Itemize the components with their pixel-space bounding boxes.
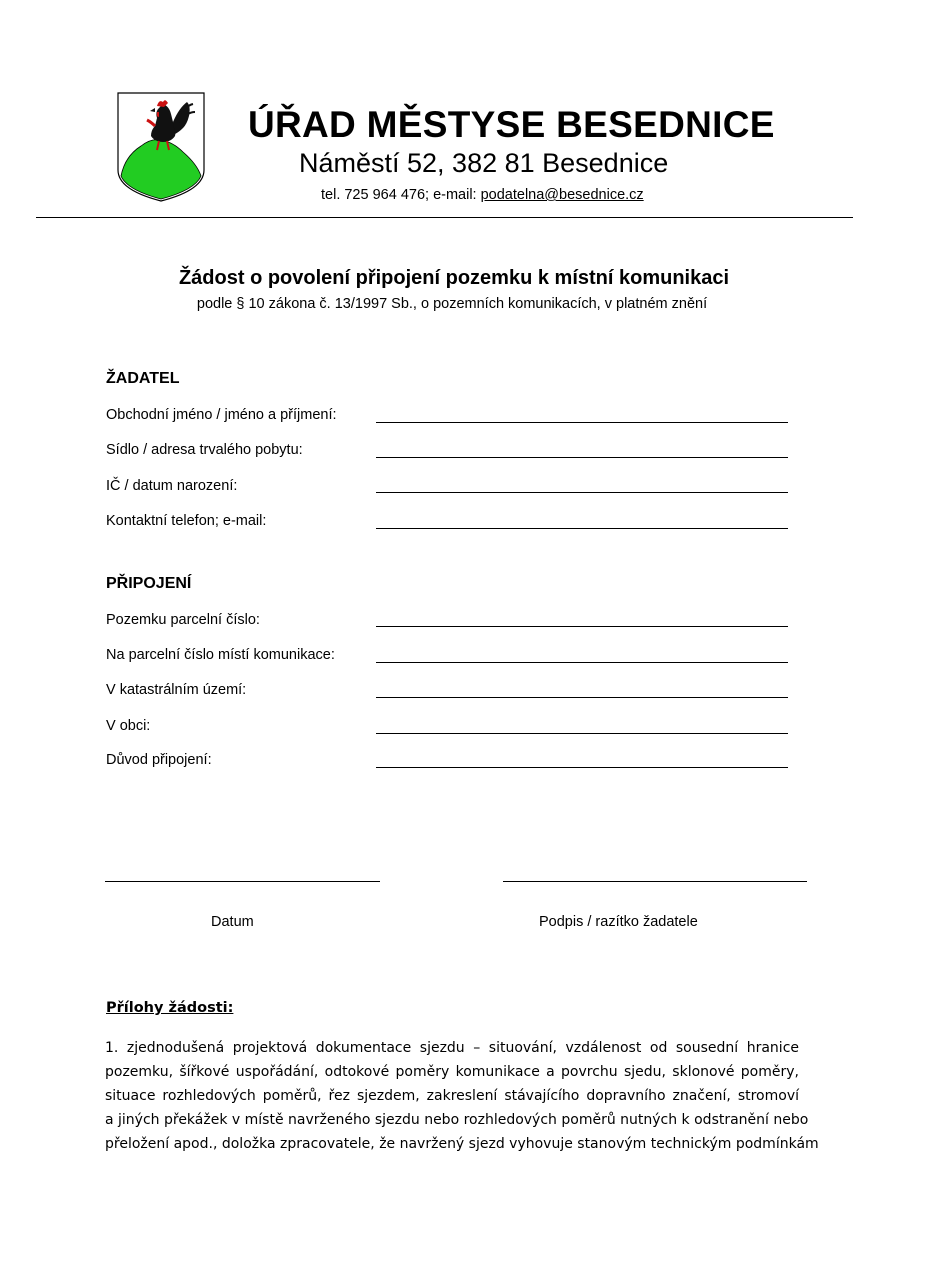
field-input-municipality[interactable]: [376, 733, 788, 734]
attachment-text-line: a jiných překážek v místě navrženého sjezdu nebo rozhledových poměrů nutných k odstranění nebo: [105, 1112, 809, 1128]
field-label-contact: Kontaktní telefon; e-mail:: [106, 513, 267, 529]
field-label-municipality: V obci:: [106, 718, 151, 734]
field-input-name[interactable]: [376, 422, 788, 423]
contact-text: tel. 725 964 476; e-mail:: [321, 187, 481, 203]
header-divider: [36, 217, 853, 218]
date-label: Datum: [211, 914, 254, 930]
coat-of-arms: [117, 92, 205, 202]
field-input-cadastral[interactable]: [376, 697, 788, 698]
field-label-id: IČ / datum narození:: [106, 478, 238, 494]
field-input-reason[interactable]: [376, 767, 788, 768]
office-name: ÚŘAD MĚSTYSE BESEDNICE: [248, 104, 775, 145]
signature-line[interactable]: [503, 881, 807, 882]
signature-label: Podpis / razítko žadatele: [539, 914, 698, 930]
field-label-name: Obchodní jméno / jméno a příjmení:: [106, 407, 337, 423]
field-input-id[interactable]: [376, 492, 788, 493]
office-address: Náměstí 52, 382 81 Besednice: [299, 148, 669, 178]
field-input-contact[interactable]: [376, 528, 788, 529]
field-label-parcel: Pozemku parcelní číslo:: [106, 612, 260, 628]
attachment-text-line: pozemku, šířkové uspořádání, odtokové poměry komunikace a povrchu sjedu, sklonové poměry,: [105, 1064, 799, 1080]
field-input-road-parcel[interactable]: [376, 662, 788, 663]
attachment-text-line: 1. zjednodušená projektová dokumentace sjezdu – situování, vzdálenost od sousední hranice: [105, 1040, 799, 1056]
field-input-parcel[interactable]: [376, 626, 788, 627]
field-input-address[interactable]: [376, 457, 788, 458]
document-subtitle: podle § 10 zákona č. 13/1997 Sb., o pozemních komunikacích, v platném znění: [196, 296, 708, 312]
connection-heading: PŘIPOJENÍ: [106, 575, 192, 592]
field-label-cadastral: V katastrálním území:: [106, 682, 247, 698]
office-contact: [321, 187, 644, 203]
document-title: Žádost o povolení připojení pozemku k místní komunikaci: [178, 267, 730, 289]
field-label-road-parcel: Na parcelní číslo místí komunikace:: [106, 647, 335, 663]
attachments-heading: Přílohy žádosti:: [106, 1000, 234, 1016]
attachment-text-line: přeložení apod., doložka zpracovatele, že navržený sjezd vyhovuje stanovým technickým podmínkám: [105, 1136, 819, 1152]
email-link[interactable]: podatelna@besednice.cz: [480, 187, 644, 203]
attachment-text-line: situace rozhledových poměrů, řez sjezdem, zakreslení stávajícího dopravního značení, stromoví: [105, 1088, 799, 1104]
field-label-reason: Důvod připojení:: [106, 752, 212, 768]
field-label-address: Sídlo / adresa trvalého pobytu:: [106, 442, 303, 458]
date-line[interactable]: [105, 881, 380, 882]
applicant-heading: ŽADATEL: [106, 370, 180, 387]
